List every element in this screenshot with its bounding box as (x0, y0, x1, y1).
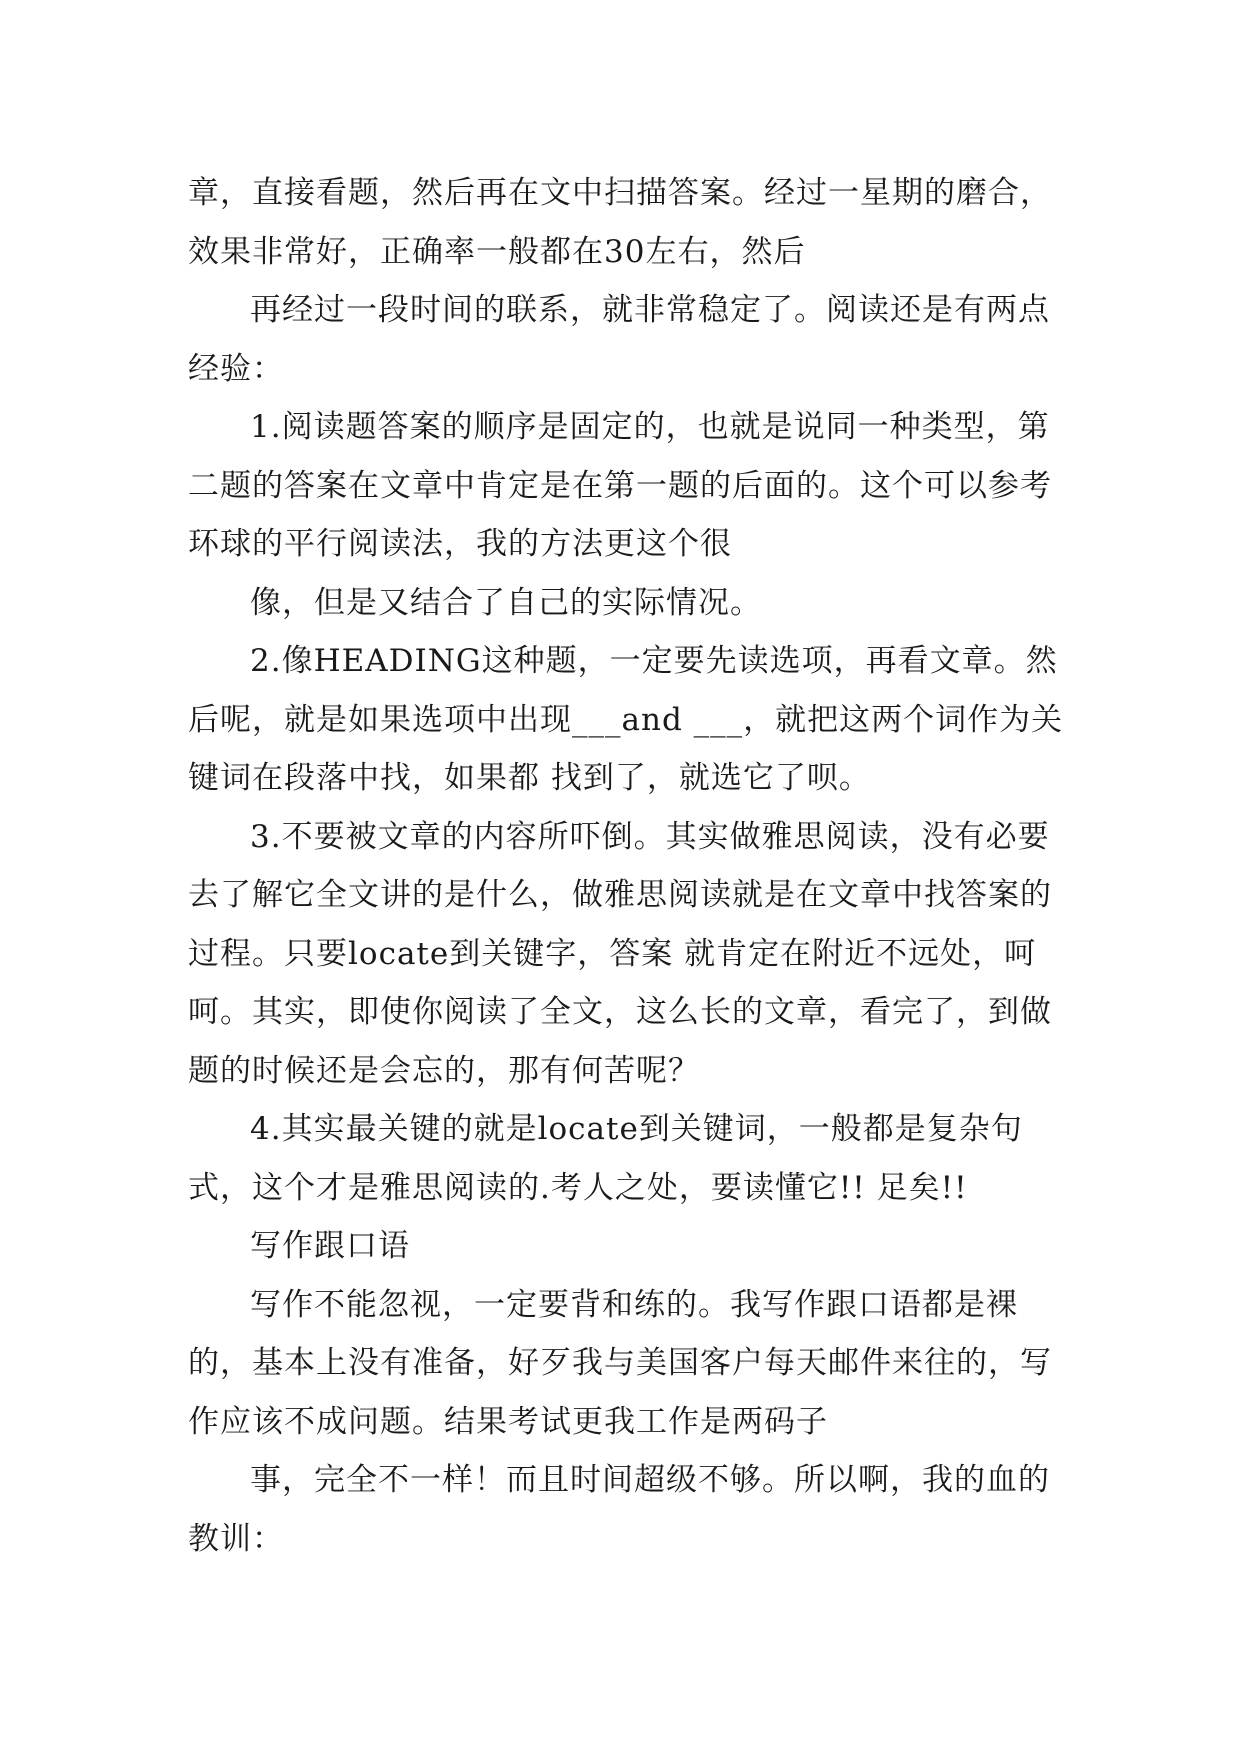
paragraph-6: 3.不要被文章的内容所吓倒。其实做雅思阅读，没有必要去了解它全文讲的是什么，做雅思阅读就是在文章中找答案的过程。只要locate到关键字，答案 就肯定在附近不远处，呵呵。其实，即使你阅读了全文，这么长的文章，看完了，到做题的时候还是会忘的，那有何苦呢？ (188, 818, 1052, 1089)
paragraph-3: 1.阅读题答案的顺序是固定的，也就是说同一种类型，第二题的答案在文章中肯定是在第一题的后面的。这个可以参考环球的平行阅读法，我的方法更这个很 (188, 409, 1052, 562)
paragraph-5: 2.像HEADING这种题，一定要先读选项，再看文章。然后呢，就是如果选项中出现___and ___，就把这两个词作为关键词在段落中找，如果都 找到了，就选它了呗。 (188, 643, 1064, 796)
paragraph-2: 再经过一段时间的联系，就非常稳定了。阅读还是有两点经验： (188, 292, 1050, 387)
document-body (188, 164, 1068, 1568)
paragraph-10: 事，完全不一样！而且时间超级不够。所以啊，我的血的教训： (188, 1462, 1050, 1557)
paragraph-4: 像，但是又结合了自己的实际情况。 (250, 584, 762, 621)
paragraph-1: 章，直接看题，然后再在文中扫描答案。经过一星期的磨合，效果非常好，正确率一般都在30左右，然后 (188, 175, 1052, 270)
section-heading-writing-speaking: 写作跟口语 (250, 1228, 410, 1264)
paragraph-9: 写作不能忽视，一定要背和练的。我写作跟口语都是裸的，基本上没有准备，好歹我与美国客户每天邮件来往的，写作应该不成问题。结果考试更我工作是两码子 (188, 1286, 1052, 1440)
paragraph-7: 4.其实最关键的就是locate到关键词，一般都是复杂句式，这个才是雅思阅读的.考人之处，要读懂它!! 足矣!! (188, 1111, 1023, 1206)
